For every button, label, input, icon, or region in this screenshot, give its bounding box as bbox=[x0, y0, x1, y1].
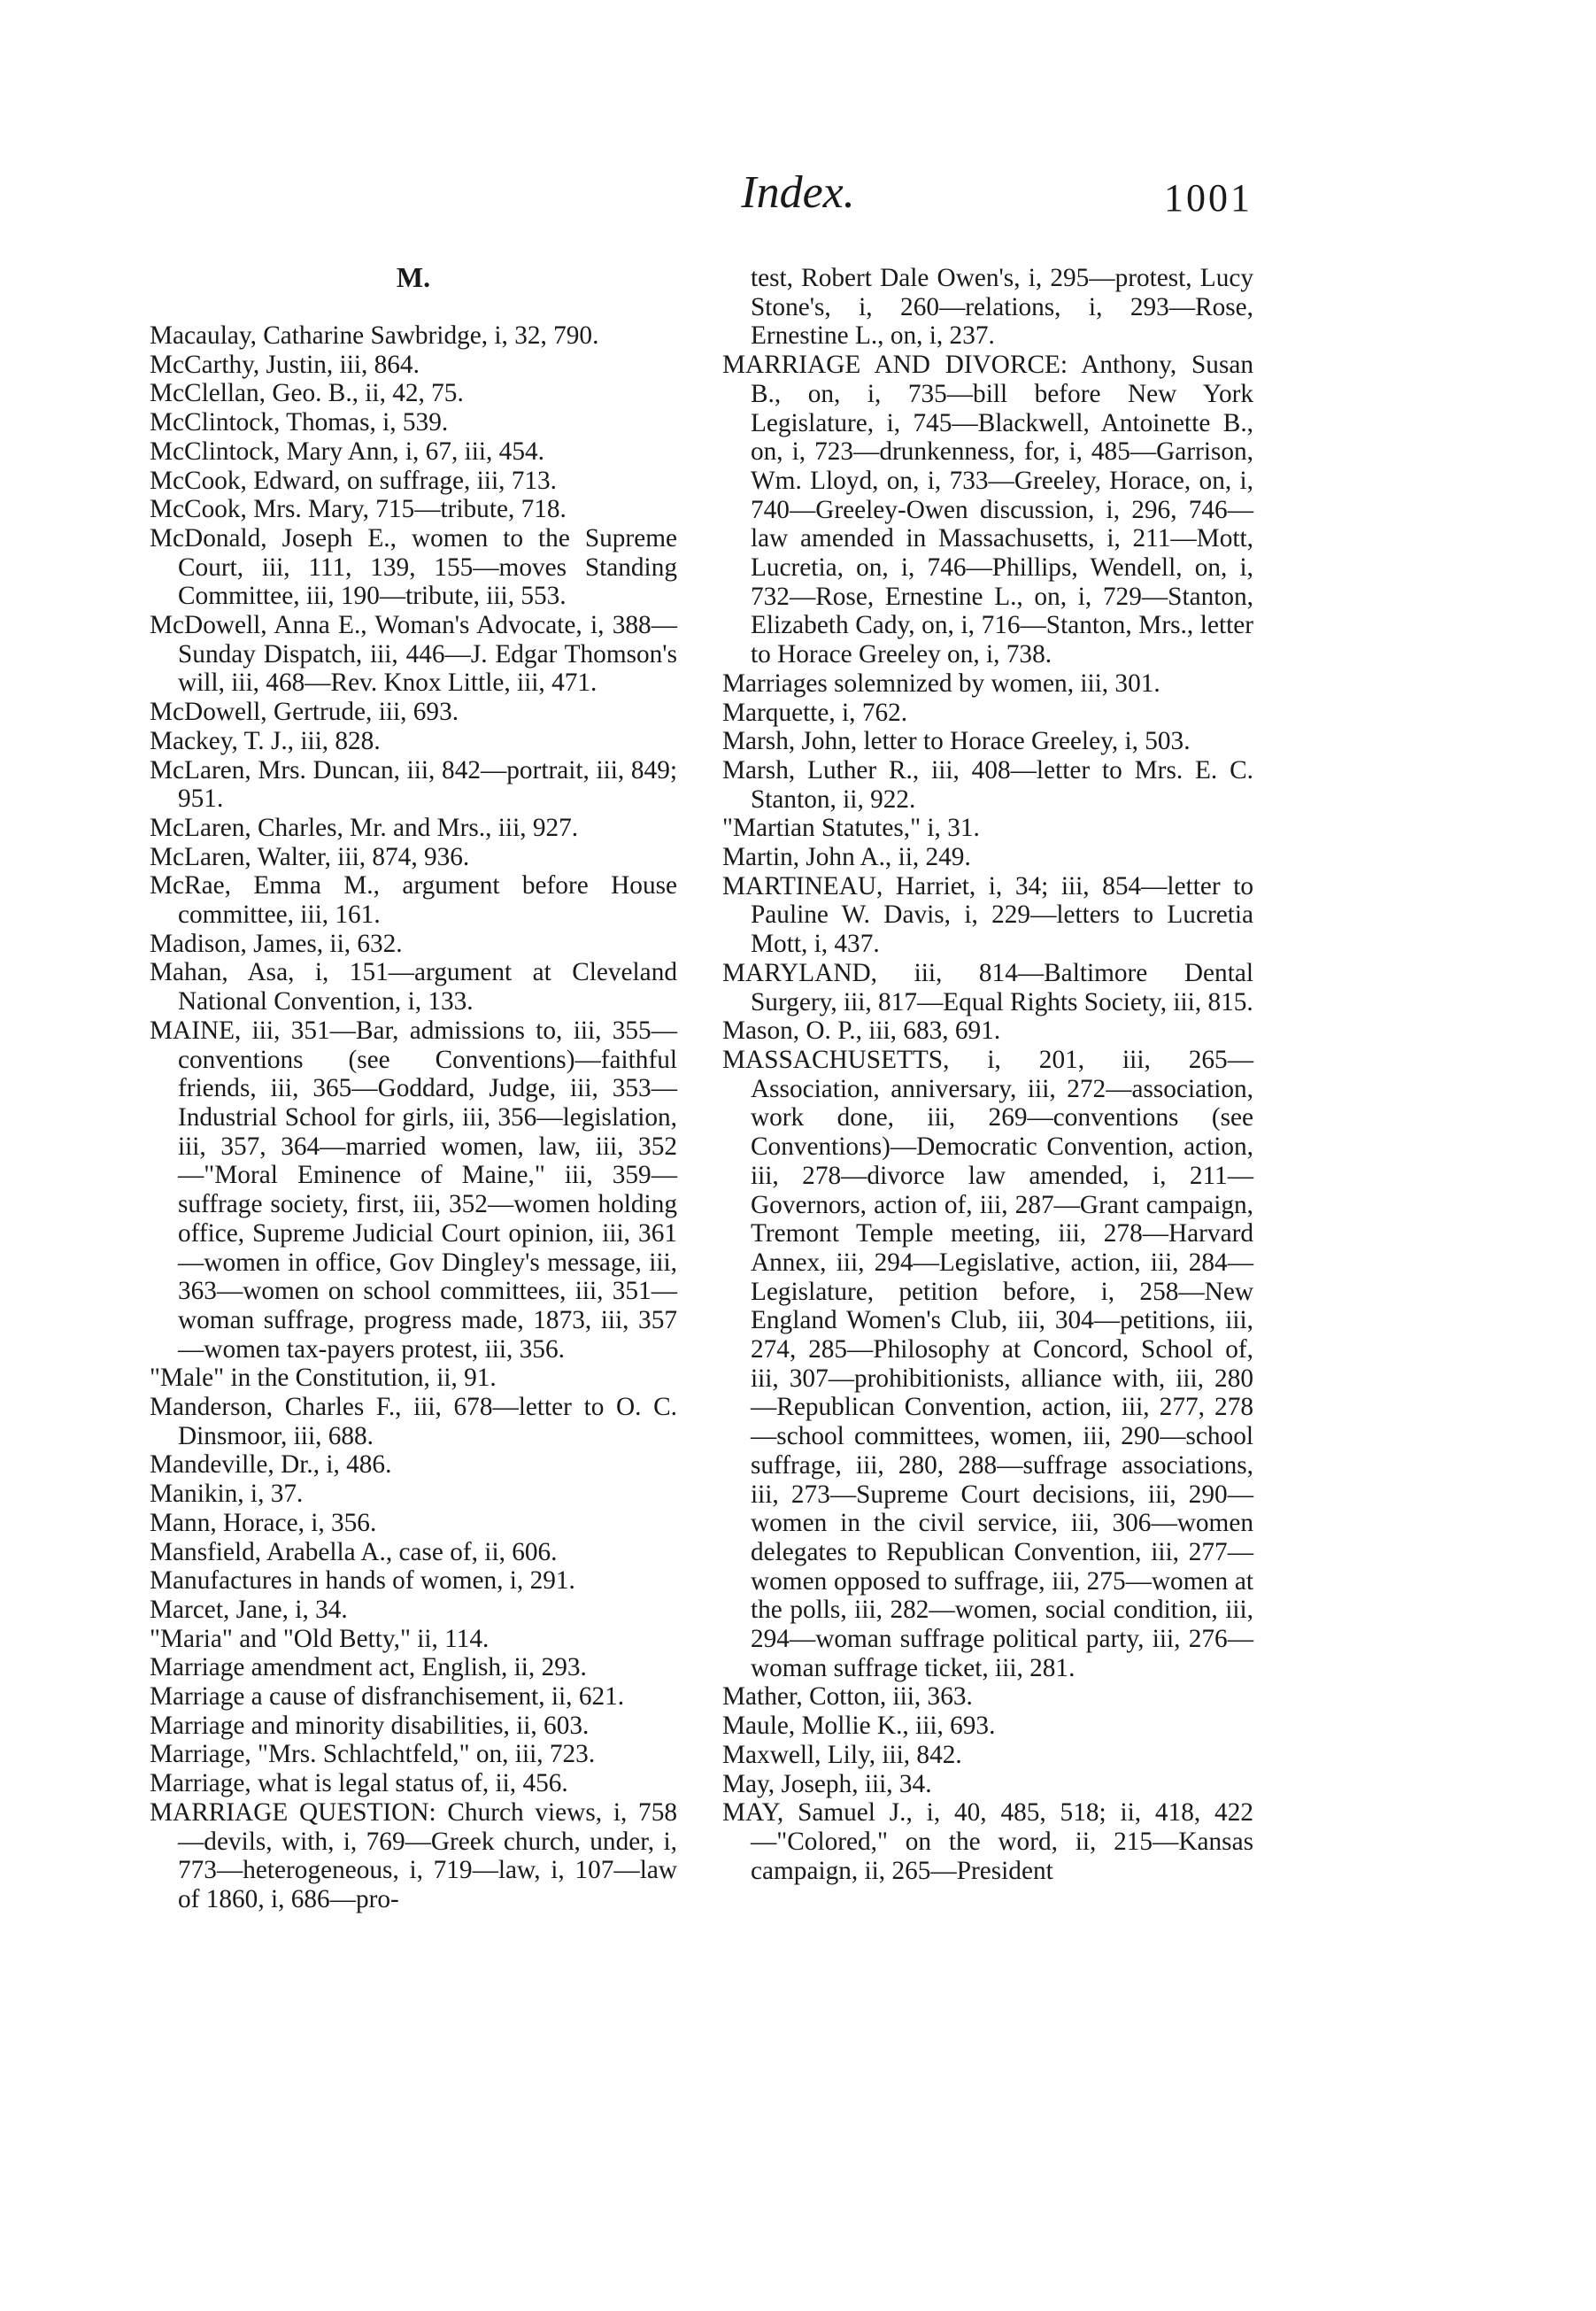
index-entry: McCarthy, Justin, iii, 864. bbox=[150, 350, 420, 379]
index-entry: Marsh, Luther R., iii, 408—letter to Mrs. E. C. Stanton, ii, 922. bbox=[722, 755, 1253, 814]
index-entry: Marriage a cause of disfranchisement, ii, 621. bbox=[150, 1682, 625, 1712]
index-entry: Marriage and minority disabilities, ii, 603. bbox=[150, 1711, 590, 1740]
continued-entry: test, Robert Dale Owen's, i, 295—protest, Lucy Stone's, i, 260—relations, i, 293—Rose, Ernestine L., on, i, 237. bbox=[751, 264, 1253, 351]
index-entry: McRae, Emma M., argument before House committee, iii, 161. bbox=[150, 871, 677, 930]
index-entry: MARTINEAU, Harriet, i, 34; iii, 854—letter to Pauline W. Davis, i, 229—letters to Lucretia Mott, i, 437. bbox=[722, 871, 1253, 959]
index-entry: Marriage, "Mrs. Schlachtfeld," on, iii, 723. bbox=[150, 1740, 596, 1769]
index-entry: Marquette, i, 762. bbox=[722, 698, 908, 727]
index-entry: McCook, Mrs. Mary, 715—tribute, 718. bbox=[150, 495, 567, 524]
index-entry: Mahan, Asa, i, 151—argument at Cleveland National Convention, i, 133. bbox=[150, 958, 677, 1016]
index-entry: McClintock, Mary Ann, i, 67, iii, 454. bbox=[150, 437, 544, 466]
index-entry: Mackey, T. J., iii, 828. bbox=[150, 726, 381, 755]
index-entry: Marcet, Jane, i, 34. bbox=[150, 1595, 348, 1624]
page-number: 1001 bbox=[1164, 176, 1253, 220]
left-column bbox=[150, 262, 677, 1914]
index-entry: Maxwell, Lily, iii, 842. bbox=[722, 1740, 962, 1769]
index-entry: Mather, Cotton, iii, 363. bbox=[722, 1682, 973, 1712]
index-entry: Macaulay, Catharine Sawbridge, i, 32, 790. bbox=[150, 321, 599, 350]
index-entry: MARRIAGE AND DIVORCE: Anthony, Susan B., on, i, 735—bill before New York Legislature, i, 745—Blackwell, Antoinette B., on, i, 723—drunkenness, for, i, 485—Garrison, Wm. Lloyd, on, i, 733—Greeley, Horace, on, i, 740—Greeley-Owen discussion, i, 296, 746—law amended in Massachusetts, i, 211—Mott, Lucretia, on, i, 746—Phillips, Wendell, on, i, 732—Rose, Ernestine L., on, i, 729—Stanton, Elizabeth Cady, on, i, 716—Stanton, Mrs., letter to Horace Greeley on, i, 738. bbox=[722, 351, 1253, 669]
index-entry: McCook, Edward, on suffrage, iii, 713. bbox=[150, 466, 557, 495]
index-entry: MASSACHUSETTS, i, 201, iii, 265—Association, anniversary, iii, 272—association, work done, iii, 269—conventions (see Conventions)—Democratic Convention, action, iii, 278—divorce law amended, i, 211—Governors, action of, iii, 287—Grant campaign, Tremont Temple meeting, iii, 278—Harvard Annex, iii, 294—Legislative, action, iii, 284—Legislature, petition before, i, 258—New England Women's Club, iii, 304—petitions, iii, 274, 285—Philosophy at Concord, School of, iii, 307—prohibitionists, alliance with, iii, 280—Republican Convention, action, iii, 277, 278—school committees, women, iii, 290—school suffrage, iii, 280, 288—suffrage associations, iii, 273—Supreme Court decisions, iii, 290—women in the civil service, iii, 306—women delegates to Republican Convention, iii, 277—women opposed to suffrage, iii, 275—women at the polls, iii, 282—women, social condition, iii, 294—woman suffrage political party, iii, 276—woman suffrage ticket, iii, 281. bbox=[722, 1045, 1253, 1682]
index-entry: Manufactures in hands of women, i, 291. bbox=[150, 1566, 575, 1596]
index-entry: Madison, James, ii, 632. bbox=[150, 929, 403, 958]
index-entry: Manikin, i, 37. bbox=[150, 1480, 304, 1509]
left-entry-list bbox=[150, 321, 677, 1914]
right-entry-list bbox=[722, 351, 1253, 1885]
index-entry: Marriage amendment act, English, ii, 293. bbox=[150, 1653, 587, 1682]
index-entry: Maule, Mollie K., iii, 693. bbox=[722, 1712, 996, 1741]
index-entry: May, Joseph, iii, 34. bbox=[722, 1769, 932, 1798]
index-entry: Mason, O. P., iii, 683, 691. bbox=[722, 1016, 1001, 1046]
right-column bbox=[722, 264, 1253, 1885]
index-entry: MAINE, iii, 351—Bar, admissions to, iii, 355—conventions (see Conventions)—faithful friends, iii, 365—Goddard, Judge, iii, 353—Industrial School for girls, iii, 356—legislation, iii, 357, 364—married women, law, iii, 352—"Moral Eminence of Maine," iii, 359—suffrage society, first, iii, 352—women holding office, Supreme Judicial Court opinion, iii, 361—women in office, Gov Dingley's message, iii, 363—women on school committees, iii, 351—woman suffrage, progress made, 1873, iii, 357—women tax-payers protest, iii, 356. bbox=[150, 1016, 677, 1364]
index-entry: MARRIAGE QUESTION: Church views, i, 758—devils, with, i, 769—Greek church, under, i, 773—heterogeneous, i, 719—law, i, 107—law of 1860, i, 686—pro- bbox=[150, 1797, 677, 1913]
index-entry: Mann, Horace, i, 356. bbox=[150, 1508, 377, 1537]
index-entry: McDonald, Joseph E., women to the Supreme Court, iii, 111, 139, 155—moves Standing Committee, iii, 190—tribute, iii, 553. bbox=[150, 523, 677, 611]
page-title: Index. bbox=[741, 167, 855, 218]
index-entry: McDowell, Anna E., Woman's Advocate, i, 388—Sunday Dispatch, iii, 446—J. Edgar Thomson's will, iii, 468—Rev. Knox Little, iii, 471. bbox=[150, 611, 677, 698]
index-entry: "Martian Statutes," i, 31. bbox=[722, 814, 980, 843]
section-letter-heading: M. bbox=[396, 261, 431, 293]
index-entry: McClintock, Thomas, i, 539. bbox=[150, 408, 449, 437]
index-entry: Manderson, Charles F., iii, 678—letter to O. C. Dinsmoor, iii, 688. bbox=[150, 1393, 677, 1450]
index-entry: McLaren, Mrs. Duncan, iii, 842—portrait, iii, 849; 951. bbox=[150, 755, 677, 814]
index-entry: McLaren, Charles, Mr. and Mrs., iii, 927. bbox=[150, 813, 579, 842]
index-entry: McDowell, Gertrude, iii, 693. bbox=[150, 698, 459, 727]
index-entry: MARYLAND, iii, 814—Baltimore Dental Surgery, iii, 817—Equal Rights Society, iii, 815. bbox=[722, 958, 1253, 1016]
index-entry: McLaren, Walter, iii, 874, 936. bbox=[150, 842, 470, 871]
index-entry: McClellan, Geo. B., ii, 42, 75. bbox=[150, 379, 464, 408]
index-entry: "Male" in the Constitution, ii, 91. bbox=[150, 1364, 497, 1393]
index-entry: MAY, Samuel J., i, 40, 485, 518; ii, 418, 422—"Colored," on the word, ii, 215—Kansas campaign, ii, 265—President bbox=[722, 1798, 1253, 1885]
index-entry: "Maria" and "Old Betty," ii, 114. bbox=[150, 1624, 490, 1653]
index-entry: Marriage, what is legal status of, ii, 456. bbox=[150, 1769, 568, 1798]
index-entry: Mansfield, Arabella A., case of, ii, 606. bbox=[150, 1537, 558, 1566]
index-entry: Marsh, John, letter to Horace Greeley, i, 503. bbox=[722, 727, 1191, 756]
index-entry: Marriages solemnized by women, iii, 301. bbox=[722, 669, 1160, 698]
index-entry: Martin, John A., ii, 249. bbox=[722, 843, 971, 872]
index-entry: Mandeville, Dr., i, 486. bbox=[150, 1450, 392, 1480]
